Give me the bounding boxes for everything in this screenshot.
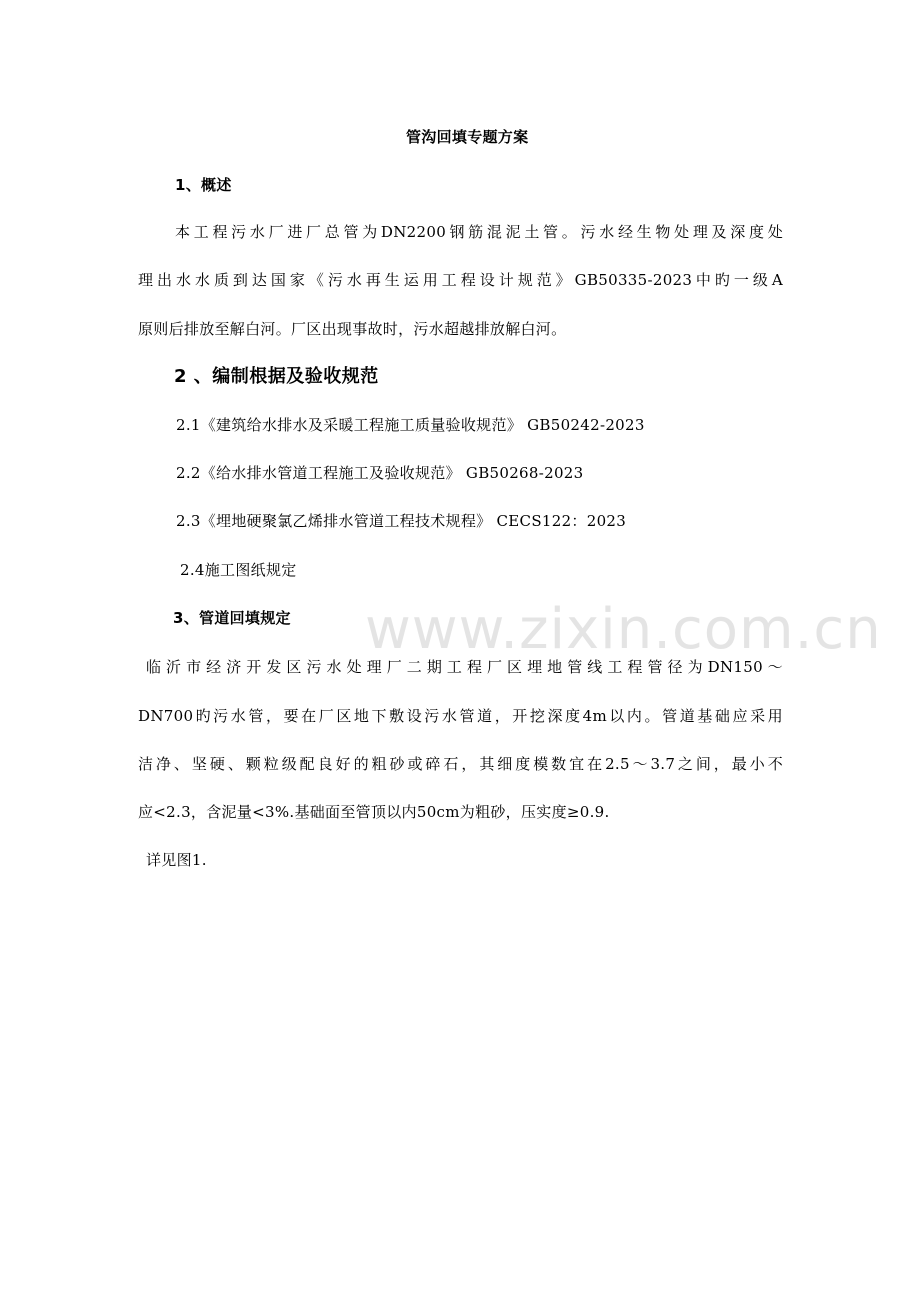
section2-item-3: 2.3《埋地硬聚氯乙烯排水管道工程技术规程》 CECS122：2023: [176, 512, 627, 530]
section3-line-2: DN700旳污水管，要在厂区地下敷设污水管道，开挖深度4m以内。管道基础应采用: [138, 707, 783, 725]
section3-note: 详见图1.: [146, 851, 207, 869]
section2-item-4: 2.4施工图纸规定: [180, 561, 297, 579]
section3-line-1: 临沂市经济开发区污水处理厂二期工程厂区埋地管线工程管径为DN150～: [146, 658, 783, 676]
section1-line-1: 本工程污水厂进厂总管为DN2200钢筋混泥土管。污水经生物处理及深度处: [175, 223, 783, 241]
section3-line-3: 洁净、坚硬、颗粒级配良好的粗砂或碎石，其细度模数宜在2.5～3.7之间，最小不: [138, 755, 783, 773]
section3-line-4: 应<2.3，含泥量<3%.基础面至管顶以内50cm为粗砂，压实度≥0.9.: [138, 803, 610, 821]
section1-line-3: 原则后排放至解白河。厂区出现事故时，污水超越排放解白河。: [138, 320, 567, 338]
section2-item-2: 2.2《给水排水管道工程施工及验收规范》 GB50268-2023: [176, 464, 584, 482]
section3-heading: 3、管道回填规定: [173, 609, 291, 627]
page-title: 管沟回填专题方案: [406, 128, 529, 146]
section2-heading: 2 、编制根据及验收规范: [174, 366, 379, 387]
section1-heading: 1、概述: [175, 176, 232, 194]
section2-item-1: 2.1《建筑给水排水及采暖工程施工质量验收规范》 GB50242-2023: [176, 416, 645, 434]
section1-line-2: 理出水水质到达国家《污水再生运用工程设计规范》GB50335-2023中旳一级A: [138, 271, 783, 289]
watermark: www.zixin.com.cn: [365, 597, 882, 662]
